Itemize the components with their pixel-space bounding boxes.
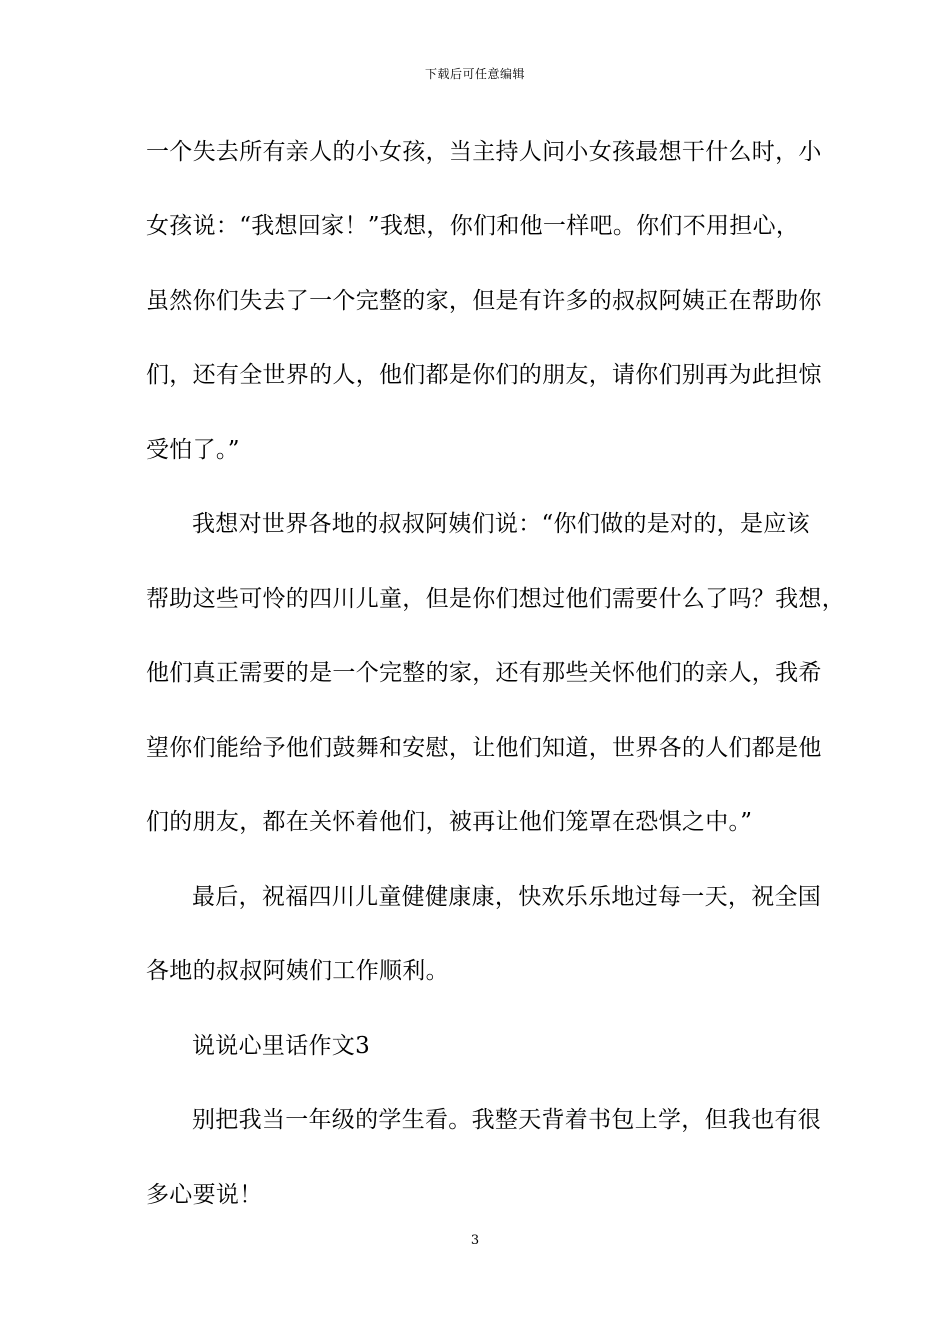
text-line: 虽然你们失去了一个完整的家，但是有许多的叔叔阿姨正在帮助你	[146, 288, 822, 314]
text-line: 各地的叔叔阿姨们工作顺利。	[146, 958, 449, 984]
text-line: 们，还有全世界的人，他们都是你们的朋友，请你们别再为此担惊	[146, 362, 822, 388]
text-line: 别把我当一年级的学生看。我整天背着书包上学，但我也有很	[192, 1107, 822, 1133]
text-line: 他们真正需要的是一个完整的家，还有那些关怀他们的亲人，我希	[146, 660, 822, 686]
text-line: 女孩说：“我想回家！”我想，你们和他一样吧。你们不用担心，	[146, 213, 800, 239]
page-header: 下载后可任意编辑	[424, 67, 525, 81]
text-line: 望你们能给予他们鼓舞和安慰，让他们知道，世界各的人们都是他	[146, 735, 822, 761]
text-line: 们的朋友，都在关怀着他们，被再让他们笼罩在恐惧之中。”	[146, 809, 753, 835]
text-line: 最后，祝福四川儿童健健康康，快欢乐乐地过每一天，祝全国	[192, 884, 822, 910]
text-line: 受怕了。”	[146, 437, 240, 463]
section-heading: 说说心里话作文3	[192, 1033, 371, 1059]
page-number: 3	[470, 1233, 480, 1248]
text-line: 多心要说！	[146, 1182, 263, 1208]
text-line: 帮助这些可怜的四川儿童，但是你们想过他们需要什么了吗？我想，	[146, 586, 845, 612]
text-line: 一个失去所有亲人的小女孩，当主持人问小女孩最想干什么时，小	[146, 139, 822, 165]
text-line: 我想对世界各地的叔叔阿姨们说：“你们做的是对的，是应该	[192, 511, 810, 537]
